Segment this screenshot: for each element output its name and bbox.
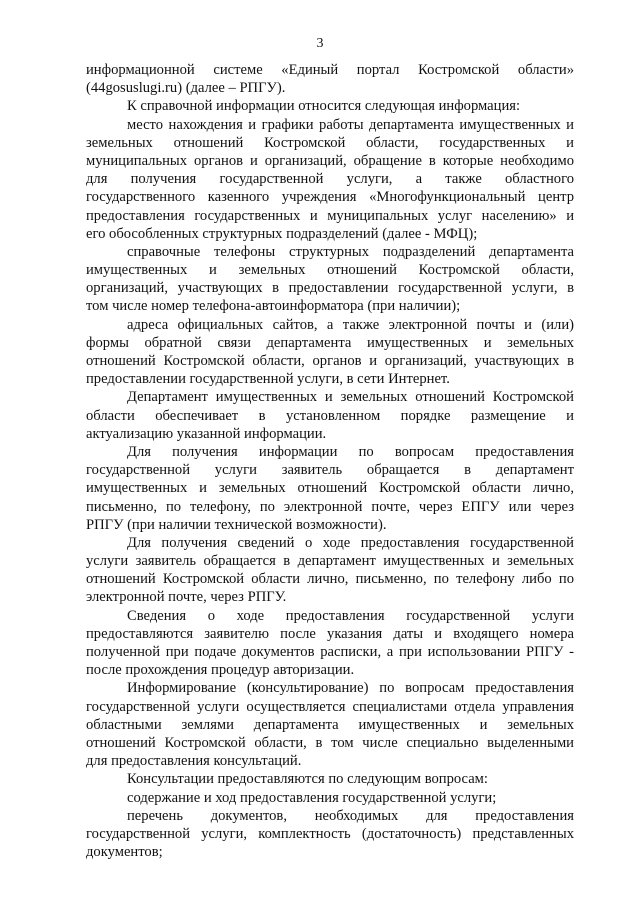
text-line: для получения государственной услуги, а также областного [86, 171, 574, 188]
text-line: отношений Костромской области лично, письменно, по телефону либо по [86, 571, 574, 588]
text-line: актуализацию указанной информации. [86, 425, 327, 442]
text-line: имущественных и земельных отношений Костромской области, [86, 262, 574, 279]
text-line: Сведения о ходе предоставления государственной услуги [127, 607, 574, 624]
text-line: адреса официальных сайтов, а также электронной почты и (или) [127, 316, 574, 333]
text-line: полученной при подаче документов расписки, а при использовании РПГУ - [86, 644, 574, 660]
text-line: К справочной информации относится следующая информация: [127, 98, 521, 115]
text-line: Департамент имущественных и земельных отношений Костромской [127, 389, 574, 406]
text-line: услуги заявитель обращается в департамент имущественных и земельных [86, 553, 574, 570]
text-line: предоставления государственных и муниципальных услуг населению» и [86, 207, 574, 224]
page-number: 3 [316, 36, 324, 51]
text-line: государственного казенного учреждения «Многофункциональный центр [86, 189, 574, 206]
text-line: Информирование (консультирование) по вопросам предоставления [127, 680, 574, 697]
text-line: отношений Костромской области, органов и организаций, участвующих в [86, 353, 574, 369]
text-line: имущественных и земельных отношений Костромской области лично, [86, 480, 574, 497]
text-line: муниципальных органов и организаций, обращение в которые необходимо [86, 152, 574, 169]
text-line: информационной системе «Единый портал Костромской области» [86, 62, 574, 78]
text-line: его обособленных структурных подразделений (далее - МФЦ); [86, 225, 478, 242]
text-line: электронной почте, через РПГУ. [86, 589, 287, 606]
text-line: содержание и ход предоставления государственной услуги; [127, 789, 497, 806]
text-line: перечень документов, необходимых для предоставления [127, 807, 574, 824]
text-line: государственной услуги осуществляется специалистами отдела управления [86, 698, 574, 715]
text-line: области обеспечивает в установленном порядке размещение и [86, 407, 574, 424]
text-line: документов; [86, 844, 163, 861]
text-line: справочные телефоны структурных подразделений департамента [127, 243, 574, 260]
text-line: формы обратной связи департамента имущественных и земельных [86, 334, 574, 351]
text-line: РПГУ (при наличии технической возможности). [86, 516, 387, 533]
text-line: областными землями департамента имущественных и земельных [86, 716, 574, 733]
text-line: после прохождения процедур авторизации. [86, 662, 355, 679]
text-line: государственной услуги, комплектность (достаточность) представленных [86, 825, 574, 842]
text-line: (44gosuslugi.ru) (далее – РПГУ). [86, 80, 286, 97]
text-line: отношений Костромской области, в том числе специально выделенными [86, 734, 574, 751]
body-text [86, 61, 574, 861]
text-line: Для получения информации по вопросам предоставления [127, 443, 574, 460]
text-line: предоставлении государственной услуги, в сети Интернет. [86, 371, 450, 388]
text-line: Консультации предоставляются по следующим вопросам: [127, 771, 488, 788]
text-line: государственной услуги заявитель обращается в департамент [86, 462, 574, 479]
text-line: земельных отношений Костромской области, государственных и [86, 134, 574, 151]
text-line: предоставляются заявителю после указания даты и входящего номера [86, 625, 574, 642]
text-line: место нахождения и графики работы департамента имущественных и [127, 116, 574, 133]
text-line: для предоставления консультаций. [86, 753, 302, 770]
text-line: письменно, по телефону, по электронной почте, через ЕПГУ или через [86, 498, 574, 515]
text-line: том числе номер телефона-автоинформатора (при наличии); [86, 298, 461, 315]
text-line: Для получения сведений о ходе предоставления государственной [127, 534, 574, 551]
text-line: организаций, участвующих в предоставлении государственной услуги, в [86, 280, 574, 297]
